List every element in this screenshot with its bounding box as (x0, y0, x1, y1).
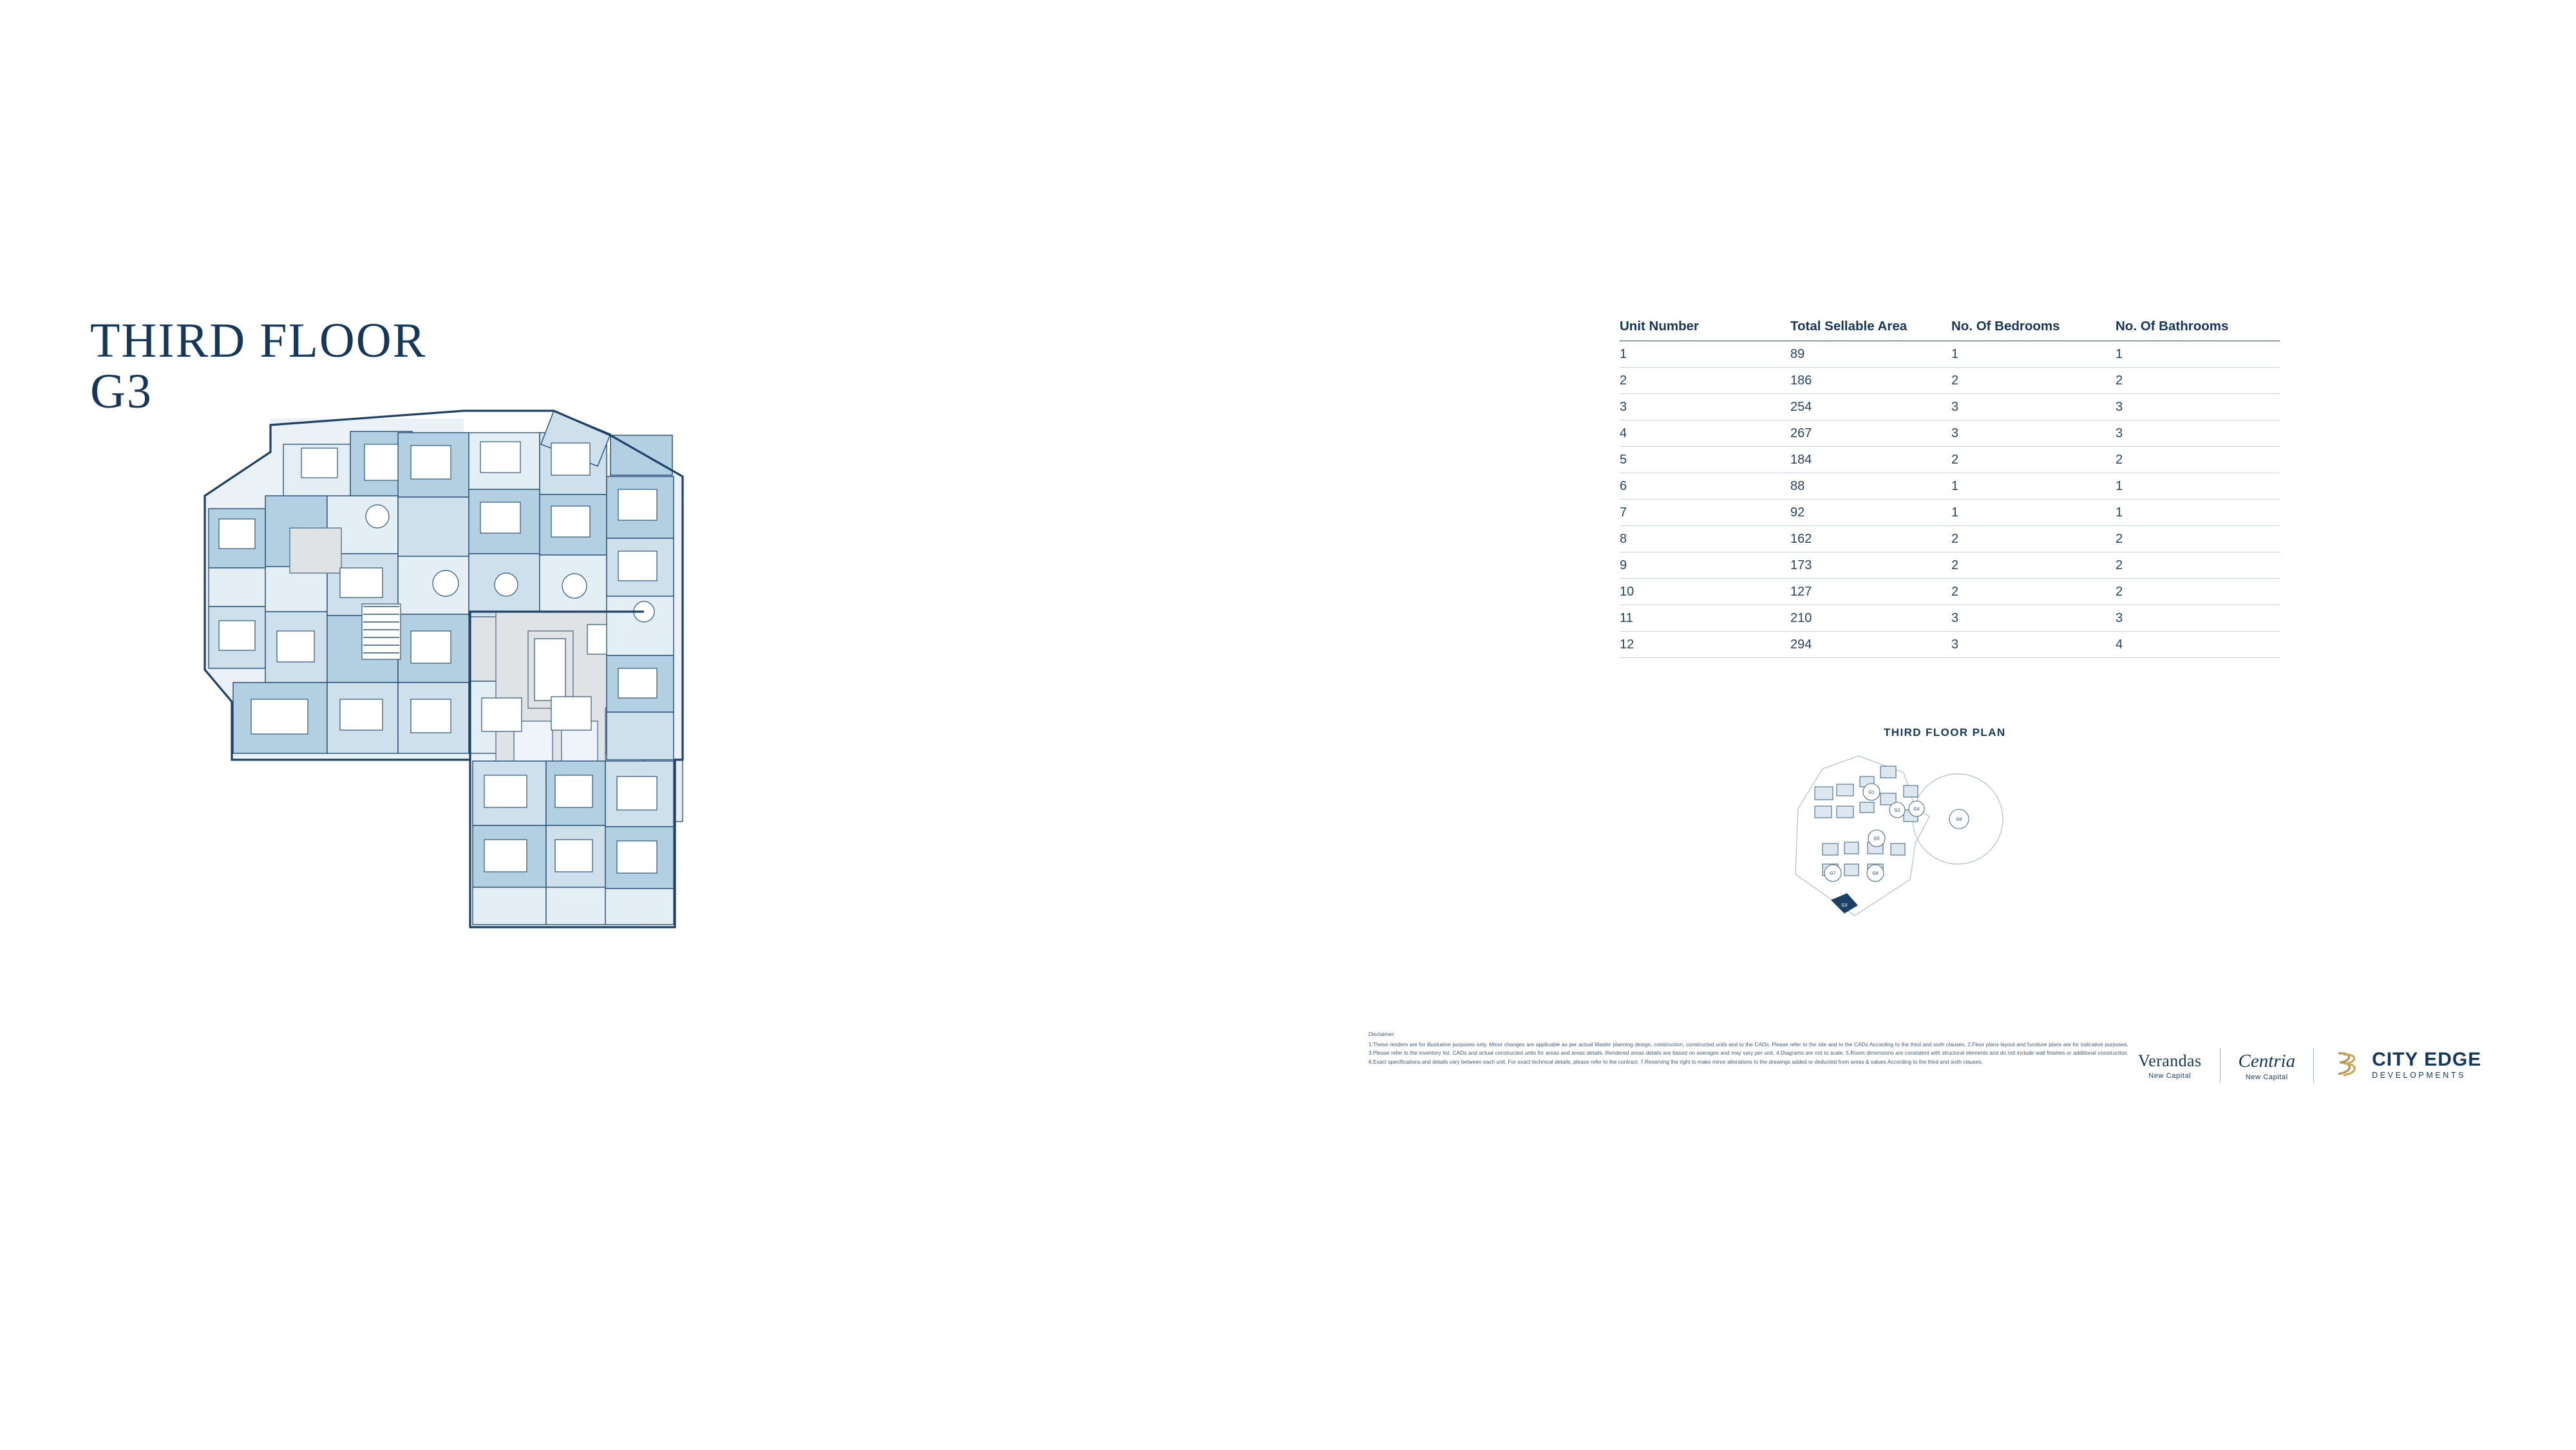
column-header-no-of-bedrooms: No. Of Bedrooms (1951, 319, 2116, 341)
cell-bedrooms: 3 (1951, 420, 2116, 447)
cell-bedrooms: 1 (1951, 341, 2116, 368)
unit-table-container (1620, 319, 2280, 658)
cell-area: 294 (1790, 632, 1951, 658)
cell-area: 267 (1790, 420, 1951, 447)
table-row (1620, 394, 2280, 420)
cell-area: 254 (1790, 394, 1951, 420)
cell-bathrooms: 2 (2116, 526, 2280, 552)
cell-unit-number: 9 (1620, 552, 1790, 579)
table-row (1620, 473, 2280, 500)
cell-bedrooms: 3 (1951, 394, 2116, 420)
verandas-logo-sub: New Capital (2148, 1072, 2192, 1080)
keyplan-title: THIRD FLOOR PLAN (1884, 726, 2006, 739)
unit-table (1620, 319, 2280, 658)
cell-bathrooms: 3 (2116, 394, 2280, 420)
table-row (1620, 605, 2280, 632)
cell-bedrooms: 1 (1951, 473, 2116, 500)
column-header-no-of-bathrooms: No. Of Bathrooms (2116, 319, 2280, 341)
table-header-row (1620, 319, 2280, 341)
verandas-logo (2138, 1051, 2220, 1080)
cell-area: 88 (1790, 473, 1951, 500)
cell-unit-number: 11 (1620, 605, 1790, 632)
cell-bathrooms: 2 (2116, 552, 2280, 579)
table-row (1620, 579, 2280, 605)
cell-bedrooms: 2 (1951, 552, 2116, 579)
disclaimer-body: 1.These renders are for illustrative purposes only. Minor changes are applicable as per actual Master planning design, construction, constructed units and to the CADs. Please refer to the site and to the CADs According to the third and sixth clauses. 2.Floor plans layout and furniture plans are for indicative purposes. 3.Please refer to the inventory list, CADs and actual constructed units for areas and areas details. Rendered areas details are based on averages and may vary per unit. 4.Diagrams are not to scale. 5.Room dimensions are consistent with structural elements and do not include wall finishes or additional construction. 6.Exact specifications and details vary between each unit. For exact technical details, please refer to the contract. 7.Reserving the right to make minor alterations to the drawings added or deducted from areas & values According to the third and sixth clauses. (1368, 1040, 2128, 1065)
page-title-line-2: G3 (90, 364, 153, 419)
table-row (1620, 368, 2280, 394)
cell-bathrooms: 1 (2116, 473, 2280, 500)
cell-area: 186 (1790, 368, 1951, 394)
cell-bedrooms: 3 (1951, 632, 2116, 658)
cell-unit-number: 12 (1620, 632, 1790, 658)
centria-logo-sub: New Capital (2245, 1073, 2288, 1081)
cell-area: 92 (1790, 500, 1951, 526)
logo-bar (2138, 1038, 2576, 1093)
city-edge-name: CITY EDGE (2372, 1049, 2482, 1070)
cell-bathrooms: 2 (2116, 447, 2280, 473)
cell-unit-number: 7 (1620, 500, 1790, 526)
keyplan-label-g3: G3 (1841, 903, 1848, 908)
keyplan-label-g8: G8 (1872, 871, 1879, 876)
cell-unit-number: 8 (1620, 526, 1790, 552)
cell-area: 184 (1790, 447, 1951, 473)
cell-area: 210 (1790, 605, 1951, 632)
cell-unit-number: 6 (1620, 473, 1790, 500)
cell-bedrooms: 2 (1951, 579, 2116, 605)
disclaimer (1368, 1030, 2128, 1066)
cell-bedrooms: 2 (1951, 368, 2116, 394)
cell-unit-number: 1 (1620, 341, 1790, 368)
city-edge-logo (2314, 1048, 2576, 1084)
table-row (1620, 447, 2280, 473)
keyplan-label-g5: G5 (1873, 836, 1880, 842)
column-header-total-sellable-area: Total Sellable Area (1790, 319, 1951, 341)
disclaimer-title: Disclaimer: (1368, 1031, 1396, 1037)
centria-logo-name: Centria (2238, 1050, 2296, 1071)
table-row (1620, 632, 2280, 658)
cell-bedrooms: 2 (1951, 447, 2116, 473)
table-row (1620, 526, 2280, 552)
city-edge-wordmark (2372, 1050, 2576, 1081)
table-row (1620, 500, 2280, 526)
cell-bathrooms: 1 (2116, 341, 2280, 368)
cell-bedrooms: 2 (1951, 526, 2116, 552)
cell-unit-number: 10 (1620, 579, 1790, 605)
cell-unit-number: 3 (1620, 394, 1790, 420)
keyplan-label-g1: G1 (1868, 790, 1875, 795)
cell-bathrooms: 2 (2116, 368, 2280, 394)
centria-logo (2220, 1051, 2313, 1081)
cell-area: 89 (1790, 341, 1951, 368)
cell-bathrooms: 4 (2116, 632, 2280, 658)
keyplan-label-g2: G2 (1894, 808, 1900, 813)
keyplan-label-g4: G4 (1913, 807, 1920, 812)
city-edge-sub: DEVELOPMENTS (2372, 1071, 2467, 1080)
cell-area: 162 (1790, 526, 1951, 552)
keyplan-diagram (1777, 747, 2048, 959)
cell-bedrooms: 3 (1951, 605, 2116, 632)
table-row (1620, 420, 2280, 447)
keyplan-label-g6: G6 (1956, 817, 1962, 822)
cell-bathrooms: 2 (2116, 579, 2280, 605)
cell-unit-number: 2 (1620, 368, 1790, 394)
cell-unit-number: 4 (1620, 420, 1790, 447)
column-header-unit-number: Unit Number (1620, 319, 1790, 341)
cell-bedrooms: 1 (1951, 500, 2116, 526)
cell-area: 127 (1790, 579, 1951, 605)
city-edge-mark-icon (2333, 1048, 2363, 1084)
verandas-logo-name: Verandas (2138, 1051, 2202, 1070)
keyplan-label-g7: G7 (1830, 871, 1836, 876)
cell-unit-number: 5 (1620, 447, 1790, 473)
floor-plan-drawing (193, 399, 1153, 1030)
table-row (1620, 341, 2280, 368)
cell-bathrooms: 1 (2116, 500, 2280, 526)
cell-bathrooms: 3 (2116, 605, 2280, 632)
table-row (1620, 552, 2280, 579)
cell-bathrooms: 3 (2116, 420, 2280, 447)
cell-area: 173 (1790, 552, 1951, 579)
page-title-line-1: THIRD FLOOR (90, 314, 427, 368)
